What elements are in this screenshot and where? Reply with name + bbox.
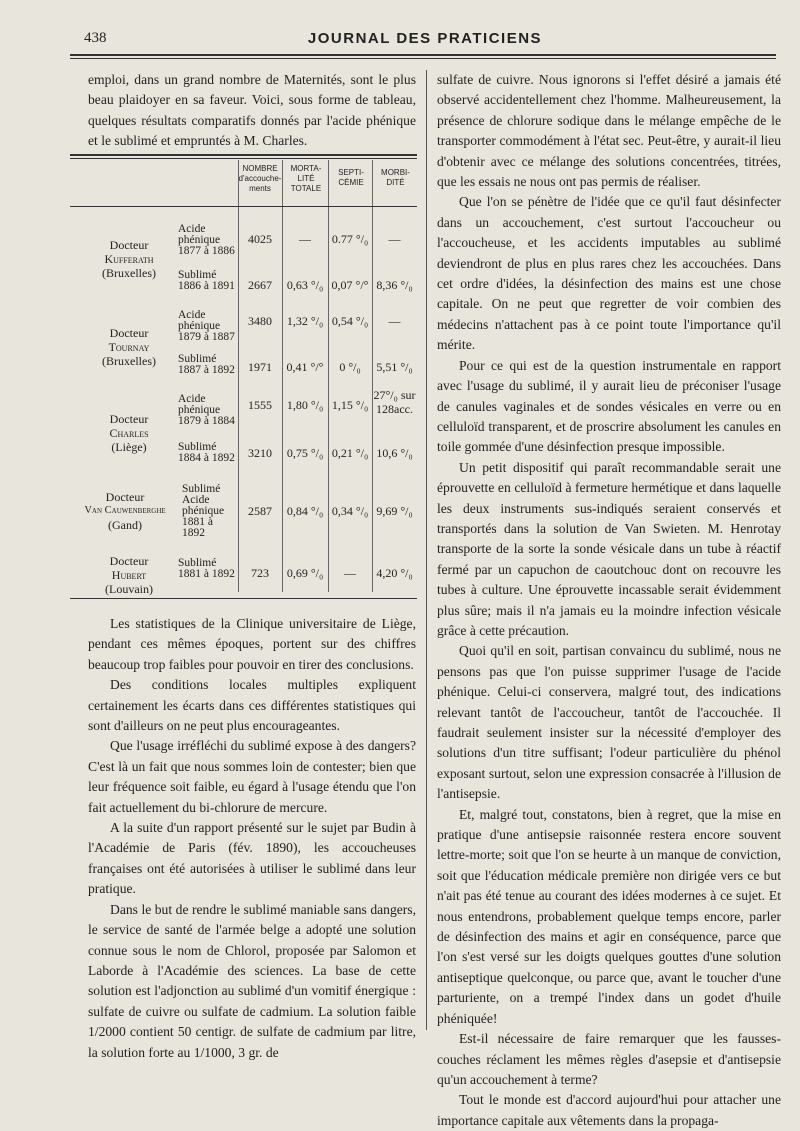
morbidity-cell: 10,6 °/₀ — [376, 446, 413, 460]
treatment-cell: Acide phénique 1879 à 1884 — [178, 393, 235, 427]
doctor-label: Docteur — [109, 554, 149, 568]
mortality-cell: 0,41 °/° — [286, 360, 324, 374]
doctor-name: Hubert — [111, 568, 147, 582]
doctor-city: (Bruxelles) — [102, 266, 156, 280]
paragraph: Que l'usage irréfléchi du sublimé expose à des dangers? C'est là un fait que nous sommes loin de contester; bien que leur fréquence soit faible, eu égard à l'usage étendu que l'on fait actuellement du bi-chlorure de mercure. — [88, 738, 416, 815]
doctor-label: Docteur — [105, 490, 145, 504]
header-rule-thin — [70, 58, 776, 59]
table-vline — [282, 160, 283, 592]
doctor-name: Van Cauwenberghe — [84, 505, 166, 516]
births-cell: 723 — [251, 566, 269, 580]
births-cell: 2667 — [248, 278, 272, 292]
septicemia-cell: 0.77 °/₀ — [331, 232, 369, 246]
doctor-name: Charles — [109, 426, 149, 440]
table-rule-top-thin — [70, 158, 417, 159]
doctor-label: Docteur — [109, 238, 149, 252]
doctor-cell — [82, 412, 176, 454]
mortality-cell: 0,63 °/₀ — [286, 278, 324, 292]
page-header — [70, 28, 780, 52]
table-vline — [372, 160, 373, 592]
header-mortality: MORTA-LITÉ TOTALE — [290, 164, 322, 193]
left-column-bottom — [88, 614, 416, 1063]
doctor-label: Docteur — [109, 326, 149, 340]
paragraph: Pour ce qui est de la question instrumentale en rapport avec l'usage du sublimé, il y aurait lieu de préconiser l'usage de canules vaginales et de sondes vésicales en verre ou en celluloïd transparent, et de proscrire absolument les canules en toile gommée d'une désinfection presque impossible. — [437, 357, 781, 455]
morbidity-cell: 27°/₀ sur 128acc. — [373, 388, 416, 416]
table-vline — [238, 160, 239, 592]
paragraph: Des conditions locales multiples expliquent certainement les écarts dans ces différentes statistiques qui sont d'ailleurs on ne peut plus encourageantes. — [88, 677, 416, 734]
paragraph: Tout le monde est d'accord aujourd'hui pour attacher une importance capitale aux vêtements dans la propaga- — [437, 1092, 781, 1128]
page-number: 438 — [84, 30, 107, 46]
morbidity-cell: 4,20 °/₀ — [376, 566, 413, 580]
septicemia-cell: 0,54 °/₀ — [331, 314, 369, 328]
column-divider — [426, 70, 427, 1030]
septicemia-cell: 0 °/₀ — [339, 360, 361, 374]
morbidity-cell: 9,69 °/₀ — [376, 504, 413, 518]
paragraph: Que l'on se pénètre de l'idée que ce qu'il faut désinfecter dans un accouchement, c'est surtout l'accoucheur ou l'accoucheuse, et les accidents imputables au sublimé deviendront de plus en plus rares chez les accouchées. Dans cet ordre d'idées, la désinfection des mains est une chose capitale. On ne peut que regretter de voir combien des médecins n'attachent pas à ce point toute l'importance qu'il mérite. — [437, 194, 781, 353]
treatment-cell: Sublimé 1886 à 1891 — [178, 269, 235, 292]
morbidity-cell: — — [388, 232, 401, 246]
births-cell: 3210 — [248, 446, 272, 460]
doctor-city: (Liège) — [111, 440, 147, 454]
paragraph: Dans le but de rendre le sublimé maniable sans dangers, le service de santé de l'armée belge a adopté une solution connue sous le nom de Chlorol, proposée par Salomon et Laborde à l'Académie des sciences. La base de cette solution est l'adjonction au sublimé d'un vomitif énergique : sulfate de cuivre ou sulfate de cadmium. La solution faible 1/2000 contient 50 centigr. de sulfate de cadmium par litre, la solution forte au 1/1000, 3 gr. de — [88, 901, 416, 1060]
treatment-cell: Acide phénique 1877 à 1886 — [178, 223, 235, 257]
doctor-name: Kufferath — [104, 252, 154, 266]
doctor-city: (Louvain) — [105, 582, 153, 596]
births-cell: 1971 — [248, 360, 272, 374]
doctor-name: Tournay — [108, 340, 150, 354]
septicemia-cell: 1,15 °/₀ — [331, 398, 369, 412]
doctor-city: (Gand) — [108, 518, 142, 532]
septicemia-cell: 0,21 °/₀ — [331, 446, 369, 460]
septicemia-cell: — — [344, 566, 356, 580]
table-header-rule — [70, 206, 417, 207]
paragraph: Est-il nécessaire de faire remarquer que les fausses-couches réclament les mêmes règles d'asepsie et d'antisepsie qu'un accouchement à terme? — [437, 1031, 781, 1087]
paragraph: emploi, dans un grand nombre de Maternités, sont le plus beau plaidoyer en sa faveur. Voici, sous forme de tableau, quelques résultats comparatifs donnés par l'acide phénique et le sublimé et empruntés à M. Charles. — [88, 72, 416, 149]
septicemia-cell: 0,07 °/° — [331, 278, 369, 292]
header-morbidity: MORBI-DITÉ — [381, 168, 410, 187]
mortality-cell: — — [299, 232, 311, 246]
morbidity-cell: 8,36 °/₀ — [376, 278, 413, 292]
births-cell: 1555 — [248, 398, 272, 412]
treatment-cell: Sublimé 1887 à 1892 — [178, 353, 235, 376]
doctor-cell — [82, 554, 176, 596]
mortality-cell: 0,84 °/₀ — [286, 504, 324, 518]
paragraph: A la suite d'un rapport présenté sur le sujet par Budin à l'Académie de Paris (fév. 1890), les accoucheuses françaises ont été autorisées à utiliser le sublimé dans leur pratique. — [88, 820, 416, 897]
doctor-cell — [82, 326, 176, 368]
morbidity-cell: — — [388, 314, 401, 328]
treatment-cell: Acide phénique 1879 à 1887 — [178, 309, 235, 343]
paragraph: sulfate de cuivre. Nous ignorons si l'effet désiré a jamais été observé accidentellement chez l'homme. Malheureusement, la présence de chlorure sodique dans le mélange empêche de le transporter commodément à l'état sec. Peut-être, y aurait-il lieu d'obtenir avec ce mélange des solutions concentrées, titrées, que les essais ne nous ont pas permis de réaliser. — [437, 72, 781, 190]
header-septicemia: SEPTI-CÉMIE — [338, 168, 364, 187]
header-births: NOMBRE d'accouche-ments — [238, 164, 282, 193]
paragraph: Un petit dispositif qui paraît recommandable serait une éprouvette en celluloïd à fermeture hermétique et dans laquelle les deux instruments sus-indiqués seraient conservés et transportés dans la solution de Van Swieten. M. Henrotay transporte de la sorte la sonde vésicale dans un tube à réactif fermé par un capuchon de caoutchouc dont on recouvre les tubes à culture. Une éprouvette incassable serait évidemment plus sûre; mais il n'a jamais eu la moindre infection vésicale grâce à cette précaution. — [437, 459, 781, 638]
mortality-cell: 0,75 °/₀ — [286, 446, 324, 460]
journal-title: JOURNAL DES PRATICIENS — [307, 30, 543, 47]
treatment-cell: Sublimé 1881 à 1892 — [178, 557, 235, 580]
septicemia-cell: 0,34 °/₀ — [331, 504, 369, 518]
paragraph: Quoi qu'il en soit, partisan convaincu du sublimé, nous ne pensons pas que l'on puisse supprimer l'usage de l'acide phénique. Celui-ci conservera, malgré tout, des indications relevant tantôt de l'accoucheur, tantôt de l'accouchée. Il faudrait seulement insister sur la nécessité d'employer des solutions d'un titre suffisant; l'odeur particulière du phénol exposant surtout, selon une expression consacrée à l'illusion de l'antisepsie. — [437, 643, 781, 802]
table-rule-top — [70, 154, 417, 156]
doctor-cell — [70, 490, 180, 532]
morbidity-cell: 5,51 °/₀ — [376, 360, 413, 374]
births-cell: 3480 — [248, 314, 272, 328]
table-rule-bottom — [70, 598, 417, 599]
doctor-cell — [82, 238, 176, 280]
right-column — [437, 70, 781, 1131]
treatment-cell: Sublimé Acide phénique 1881 à 1892 — [182, 483, 225, 539]
doctor-label: Docteur — [109, 412, 149, 426]
doctor-city: (Bruxelles) — [102, 354, 156, 368]
mortality-cell: 1,32 °/₀ — [286, 314, 324, 328]
births-cell: 4025 — [248, 232, 272, 246]
mortality-cell: 1,80 °/₀ — [286, 398, 324, 412]
treatment-cell: Sublimé 1884 à 1892 — [178, 441, 235, 464]
births-cell: 2587 — [248, 504, 272, 518]
mortality-cell: 0,69 °/₀ — [286, 566, 324, 580]
left-column-top — [88, 70, 416, 152]
header-rule — [70, 54, 776, 56]
paragraph: Les statistiques de la Clinique universitaire de Liège, pendant ces mêmes époques, portent sur des chiffres beaucoup trop faibles pour pouvoir en tirer des conclusions. — [88, 616, 416, 672]
paragraph: Et, malgré tout, constatons, bien à regret, que la mise en pratique d'une antisepsie raisonnée restera encore souvent lettre-morte; soit que l'on se heurte à un manque de conviction, soit que l'éducation médicale première non dirigée vers ce but n'ait pas été tenue au courant des idées modernes à ce sujet. Et nous entendrons, probablement quelque temps encore, parler de désinfection des mains et agir en conséquence, parce que l'on s'est versé sur les doigts quelques gouttes d'une solution antiseptique quelconque, ou parce que, avant le toucher d'une parturiente, on a trempé l'index dans un godet d'huile phéniquée! — [437, 806, 781, 1026]
table-vline — [328, 160, 329, 592]
